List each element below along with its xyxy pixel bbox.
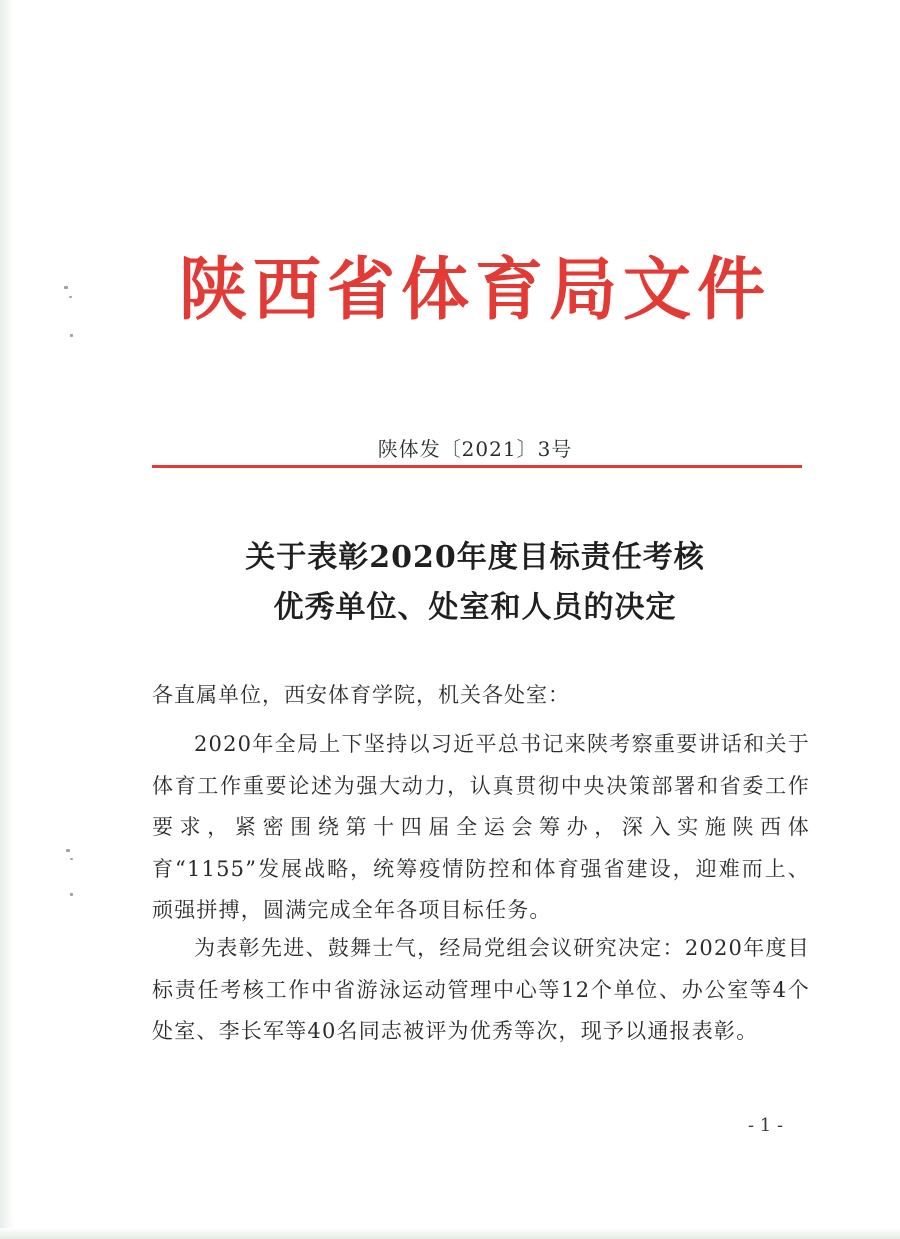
scan-edge-bottom xyxy=(0,1228,900,1239)
document-header-title: 陕西省体育局文件 xyxy=(178,250,771,330)
scan-speck xyxy=(70,858,73,860)
document-title-line-2: 优秀单位、处室和人员的决定 xyxy=(273,590,677,625)
document-title xyxy=(150,533,800,633)
body-paragraph-1: 2020年全局上下坚持以习近平总书记来陕考察重要讲话和关于体育工作重要论述为强大动力，认真贯彻中央决策部署和省委工作要求，紧密围绕第十四届全运会筹办，深入实施陕西体育“1155”发展战略，统筹疫情防控和体育强省建设，迎难而上、顽强拼搏，圆满完成全年各项目标任务。 xyxy=(152,732,810,922)
header-divider xyxy=(152,465,802,468)
scan-speck xyxy=(70,893,73,896)
document-title-line-1: 关于表彰2020年度目标责任考核 xyxy=(245,540,705,575)
scan-speck xyxy=(70,334,73,337)
scan-edge-left xyxy=(0,0,14,1239)
scan-speck xyxy=(64,286,68,289)
body-paragraph-2: 为表彰先进、鼓舞士气，经局党组会议研究决定：2020年度目标责任考核工作中省游泳运动管理中心等12个单位、办公室等4个处室、李长军等40名同志被评为优秀等次，现予以通报表彰。 xyxy=(152,936,810,1043)
scan-speck xyxy=(66,849,70,852)
page-number: - 1 - xyxy=(748,1115,784,1136)
scan-speck xyxy=(69,296,72,298)
salutation: 各直属单位，西安体育学院，机关各处室： xyxy=(152,683,570,707)
document-number: 陕体发〔2021〕3号 xyxy=(377,437,573,461)
